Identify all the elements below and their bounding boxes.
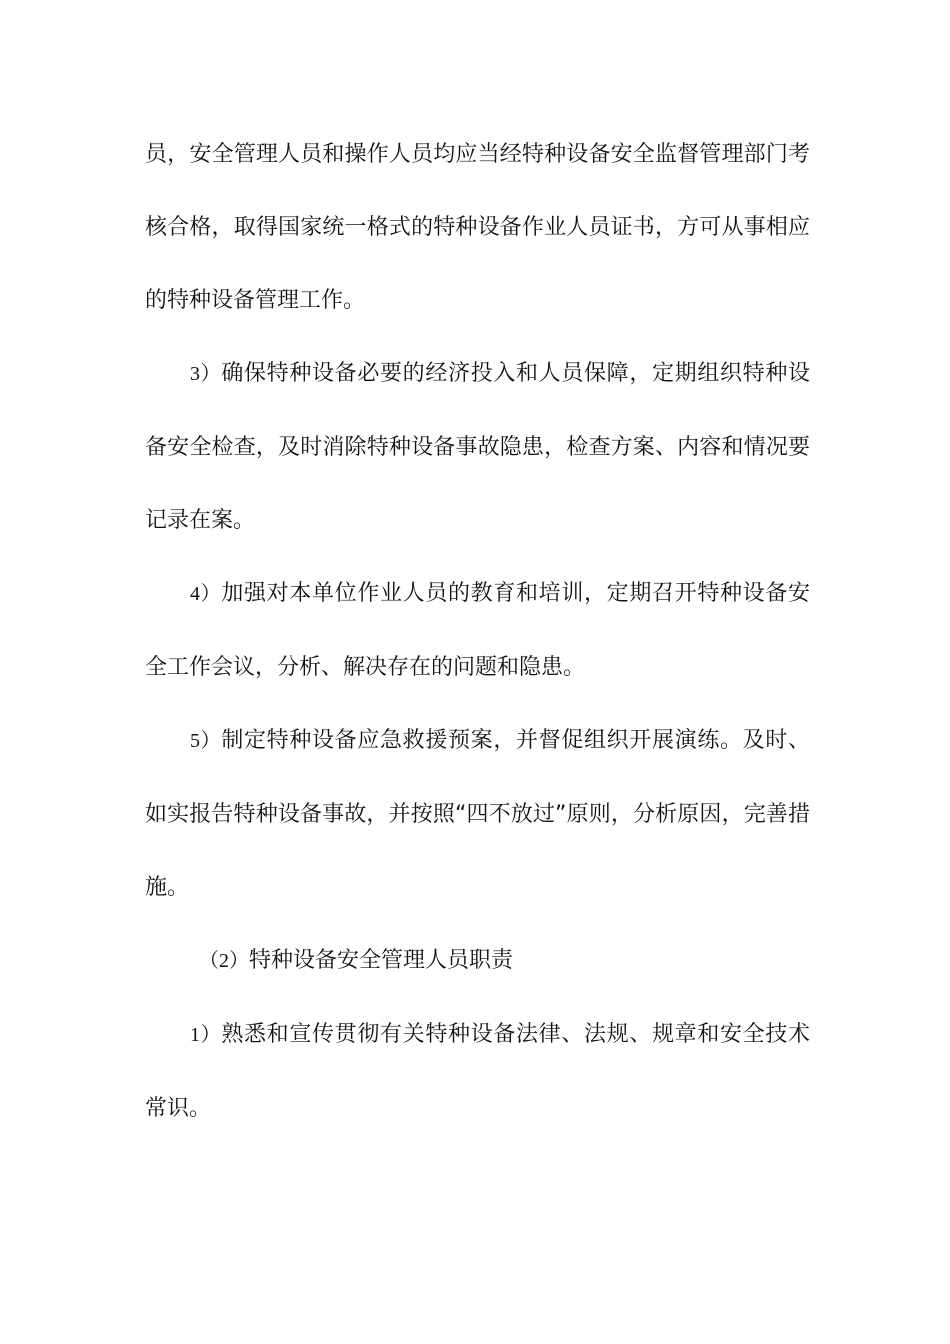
paragraph-item-3: [145, 337, 810, 557]
item-number: 4）: [190, 583, 222, 605]
paragraph-continuation: [145, 118, 810, 337]
document-body: [145, 118, 810, 1145]
paragraph-text: 加强对本单位作业人员的教育和培训，定期召开特种设备安全工作会议，分析、解决存在的问题和隐患。: [145, 581, 810, 680]
section-heading: [145, 924, 810, 998]
paragraph-text: 制定特种设备应急救援预案，并督促组织开展演练。及时、如实报告特种设备事故，并按照“四不放过”原则，分析原因，完善措施。: [145, 728, 810, 900]
item-number: 1）: [190, 1024, 222, 1046]
paragraph-item-4: [145, 557, 810, 704]
item-number: 3）: [190, 363, 222, 385]
paragraph-text: 员，安全管理人员和操作人员均应当经特种设备安全监督管理部门考核合格，取得国家统一格式的特种设备作业人员证书，方可从事相应的特种设备管理工作。: [145, 142, 810, 313]
paragraph-text: 熟悉和宣传贯彻有关特种设备法律、法规、规章和安全技术常识。: [145, 1022, 810, 1121]
paragraph-item-5: [145, 704, 810, 924]
paragraph-item-1: [145, 998, 810, 1145]
paragraph-text: 确保特种设备必要的经济投入和人员保障，定期组织特种设备安全检查，及时消除特种设备事故隐患，检查方案、内容和情况要记录在案。: [145, 361, 810, 533]
section-title: 特种设备安全管理人员职责: [249, 948, 514, 973]
section-number: （2）: [199, 950, 249, 972]
item-number: 5）: [190, 730, 222, 752]
